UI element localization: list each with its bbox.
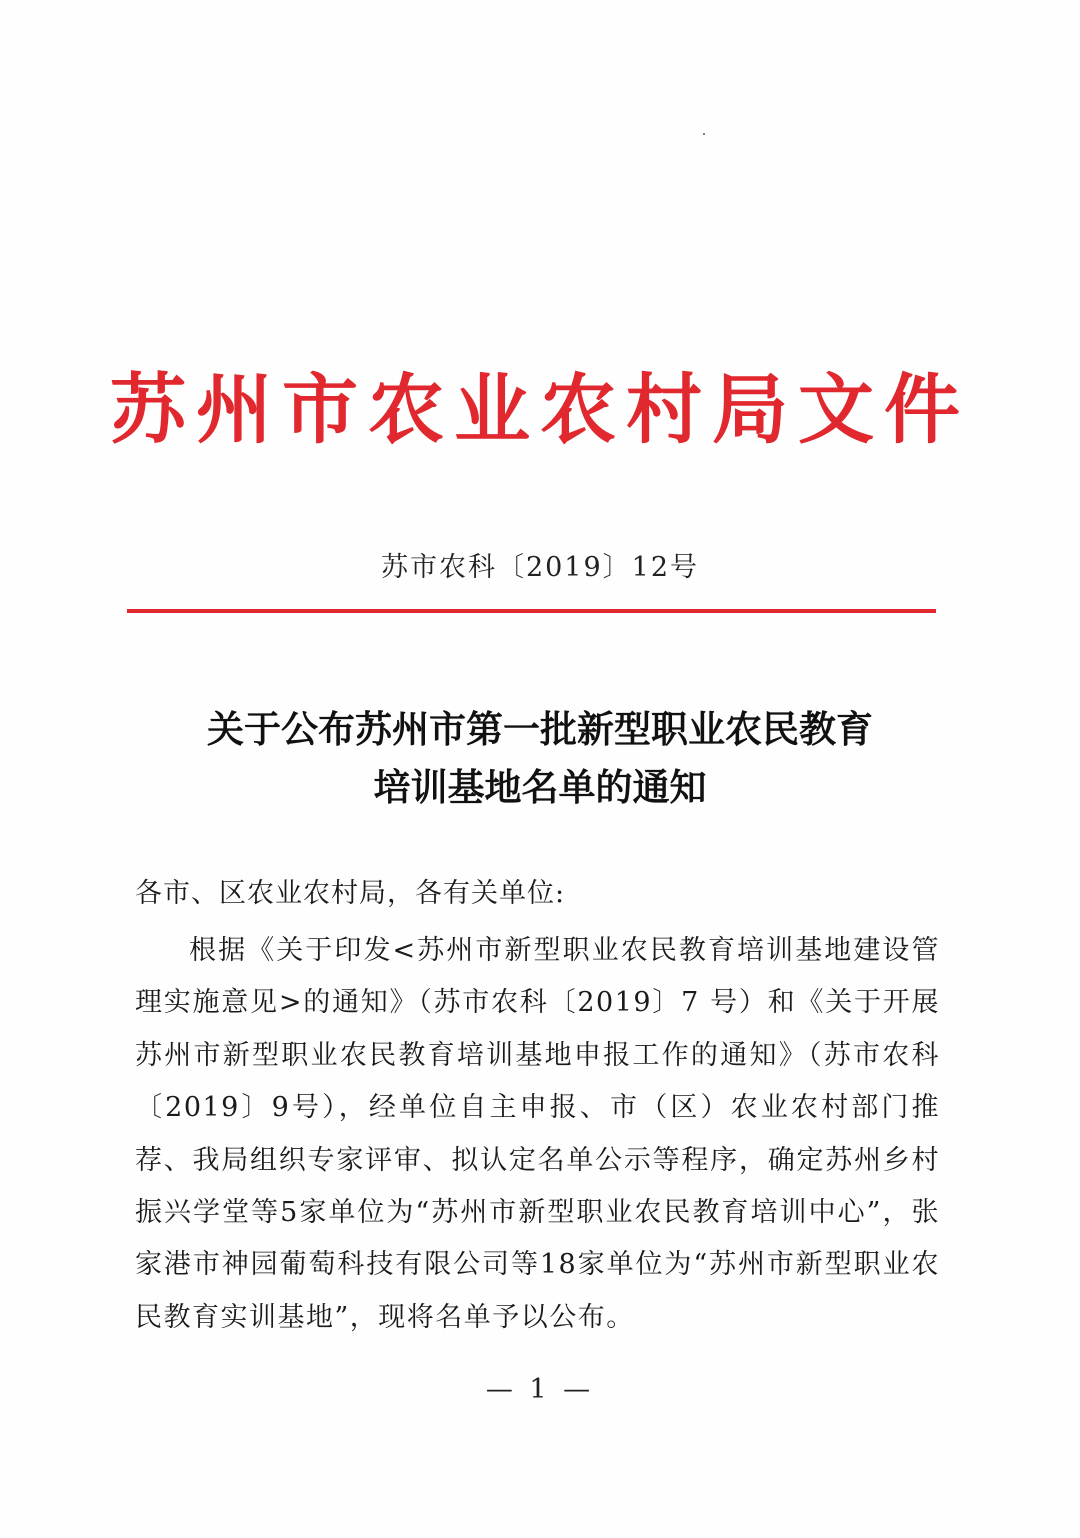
notice-title-line-2: 培训基地名单的通知 (373, 765, 707, 809)
document-number: 苏市农科〔2019〕12号 (380, 552, 700, 583)
document-masthead: 苏州市农业农村局文件 (110, 365, 970, 454)
scan-speck (703, 133, 705, 135)
salutation: 各市、区农业农村局，各有关单位: (135, 878, 566, 909)
notice-title (0, 700, 1080, 816)
notice-title-line-1: 关于公布苏州市第一批新型职业农民教育 (207, 707, 873, 751)
red-divider-rule (127, 609, 936, 613)
page-number: — 1 — (485, 1374, 595, 1405)
body-paragraph: 根据《关于印发<苏州市新型职业农民教育培训基地建设管理实施意见>的通知》（苏市农科〔2019〕7 号）和《关于开展苏州市新型职业农民教育培训基地申报工作的通知》（苏市农科〔2019〕9号），经单位自主申报、市（区）农业农村部门推荐、我局组织专家评审、拟认定名单公示等程序，确定苏州乡村振兴学堂等5家单位为“苏州市新型职业农民教育培训中心”，张家港市神园葡萄科技有限公司等18家单位为“苏州市新型职业农民教育实训基地”，现将名单予以公布。 (135, 935, 940, 1333)
